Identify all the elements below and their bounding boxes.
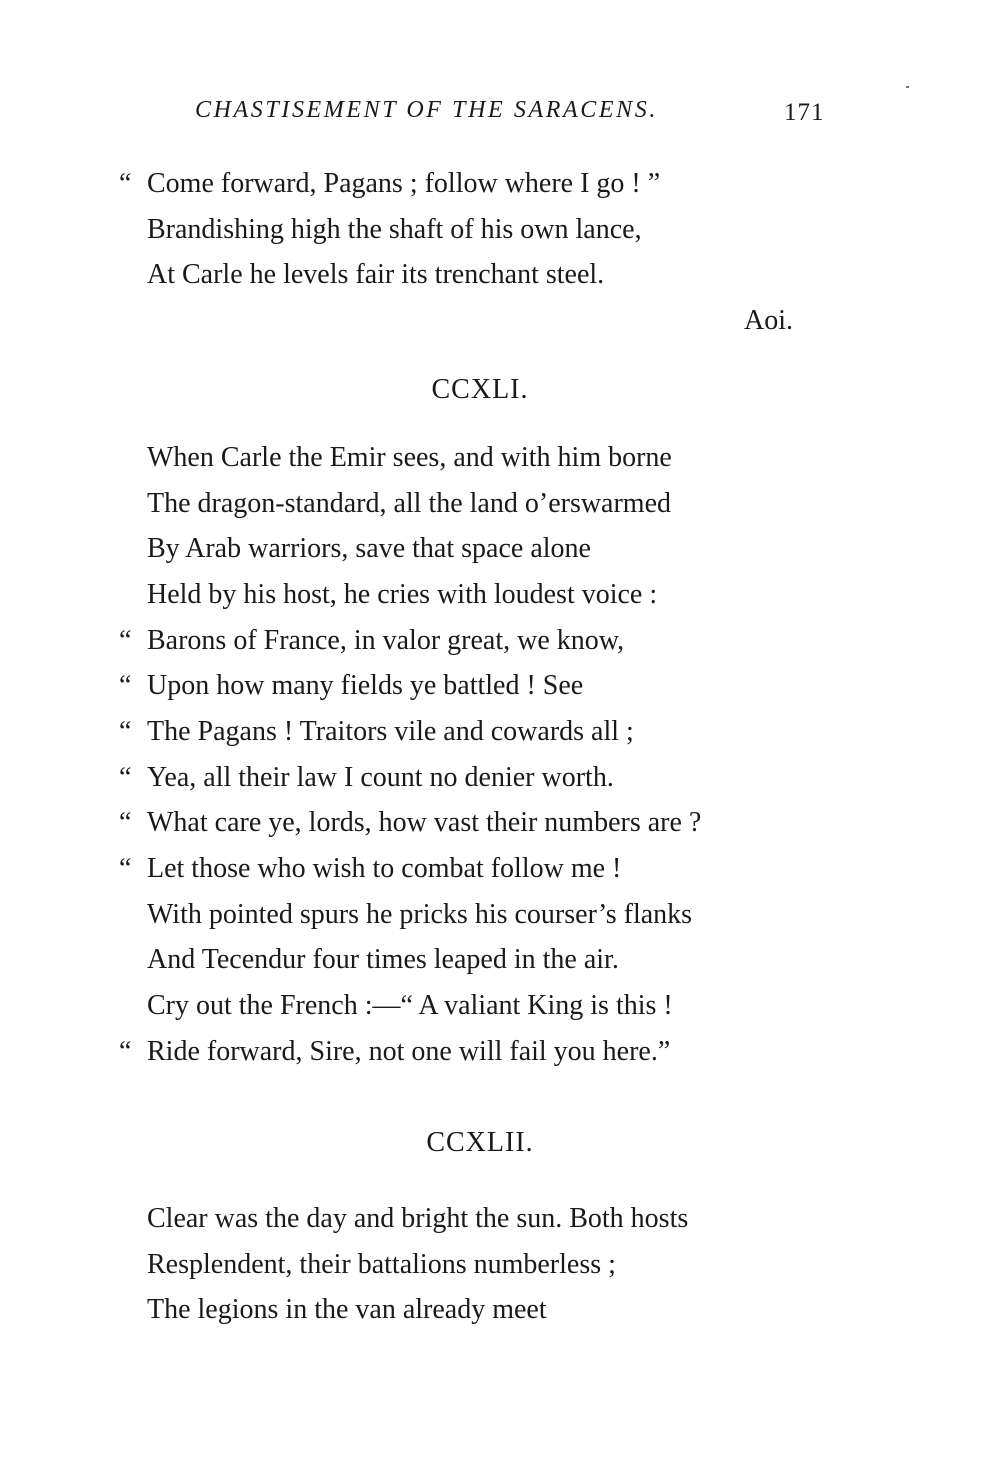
verse-line: The dragon-standard, all the land o’erswarmed <box>147 488 672 519</box>
page-number: 171 <box>784 99 825 126</box>
verse-line: Brandishing high the shaft of his own lance, <box>147 214 642 245</box>
verse-line: Held by his host, he cries with loudest voice : <box>147 579 658 610</box>
opening-quote-mark: “ <box>119 168 132 199</box>
verse-line: Come forward, Pagans ; follow where I go ! ” <box>147 168 661 199</box>
opening-quote-mark: “ <box>119 762 132 793</box>
verse-line: With pointed spurs he pricks his courser’s flanks <box>147 899 693 930</box>
verse-line: Ride forward, Sire, not one will fail you here.” <box>147 1036 671 1067</box>
opening-quote-mark: “ <box>119 853 132 884</box>
section-heading-ccxli: CCXLI. <box>431 374 529 405</box>
verse-line: Cry out the French :—“ A valiant King is this ! <box>147 990 673 1021</box>
opening-quote-mark: “ <box>119 670 132 701</box>
verse-line: Let those who wish to combat follow me ! <box>147 853 622 884</box>
opening-quote-mark: “ <box>119 1036 132 1067</box>
verse-line: Upon how many fields ye battled ! See <box>147 670 584 701</box>
opening-quote-mark: “ <box>119 625 132 656</box>
verse-line: When Carle the Emir sees, and with him borne <box>147 442 672 473</box>
opening-quote-mark: “ <box>119 716 132 747</box>
section-heading-ccxlii: CCXLII. <box>426 1127 534 1158</box>
page-header <box>0 97 1000 137</box>
opening-quote-mark: “ <box>119 807 132 838</box>
verse-line: Clear was the day and bright the sun. Both hosts <box>147 1203 689 1234</box>
verse-line: The legions in the van already meet <box>147 1294 547 1325</box>
verse-line: Resplendent, their battalions numberless ; <box>147 1249 616 1280</box>
running-title: CHASTISEMENT OF THE SARACENS. <box>195 97 658 123</box>
verse-line: The Pagans ! Traitors vile and cowards all ; <box>147 716 634 747</box>
refrain-aoi: Aoi. <box>744 305 793 336</box>
verse-line: What care ye, lords, how vast their numbers are ? <box>147 807 702 838</box>
verse-line: At Carle he levels fair its trenchant steel. <box>147 259 605 290</box>
verse-line: Yea, all their law I count no denier worth. <box>147 762 614 793</box>
verse-line: By Arab warriors, save that space alone <box>147 533 591 564</box>
verse-line: And Tecendur four times leaped in the air. <box>147 944 619 975</box>
scan-speck <box>906 86 909 88</box>
verse-line: Barons of France, in valor great, we know, <box>147 625 625 656</box>
